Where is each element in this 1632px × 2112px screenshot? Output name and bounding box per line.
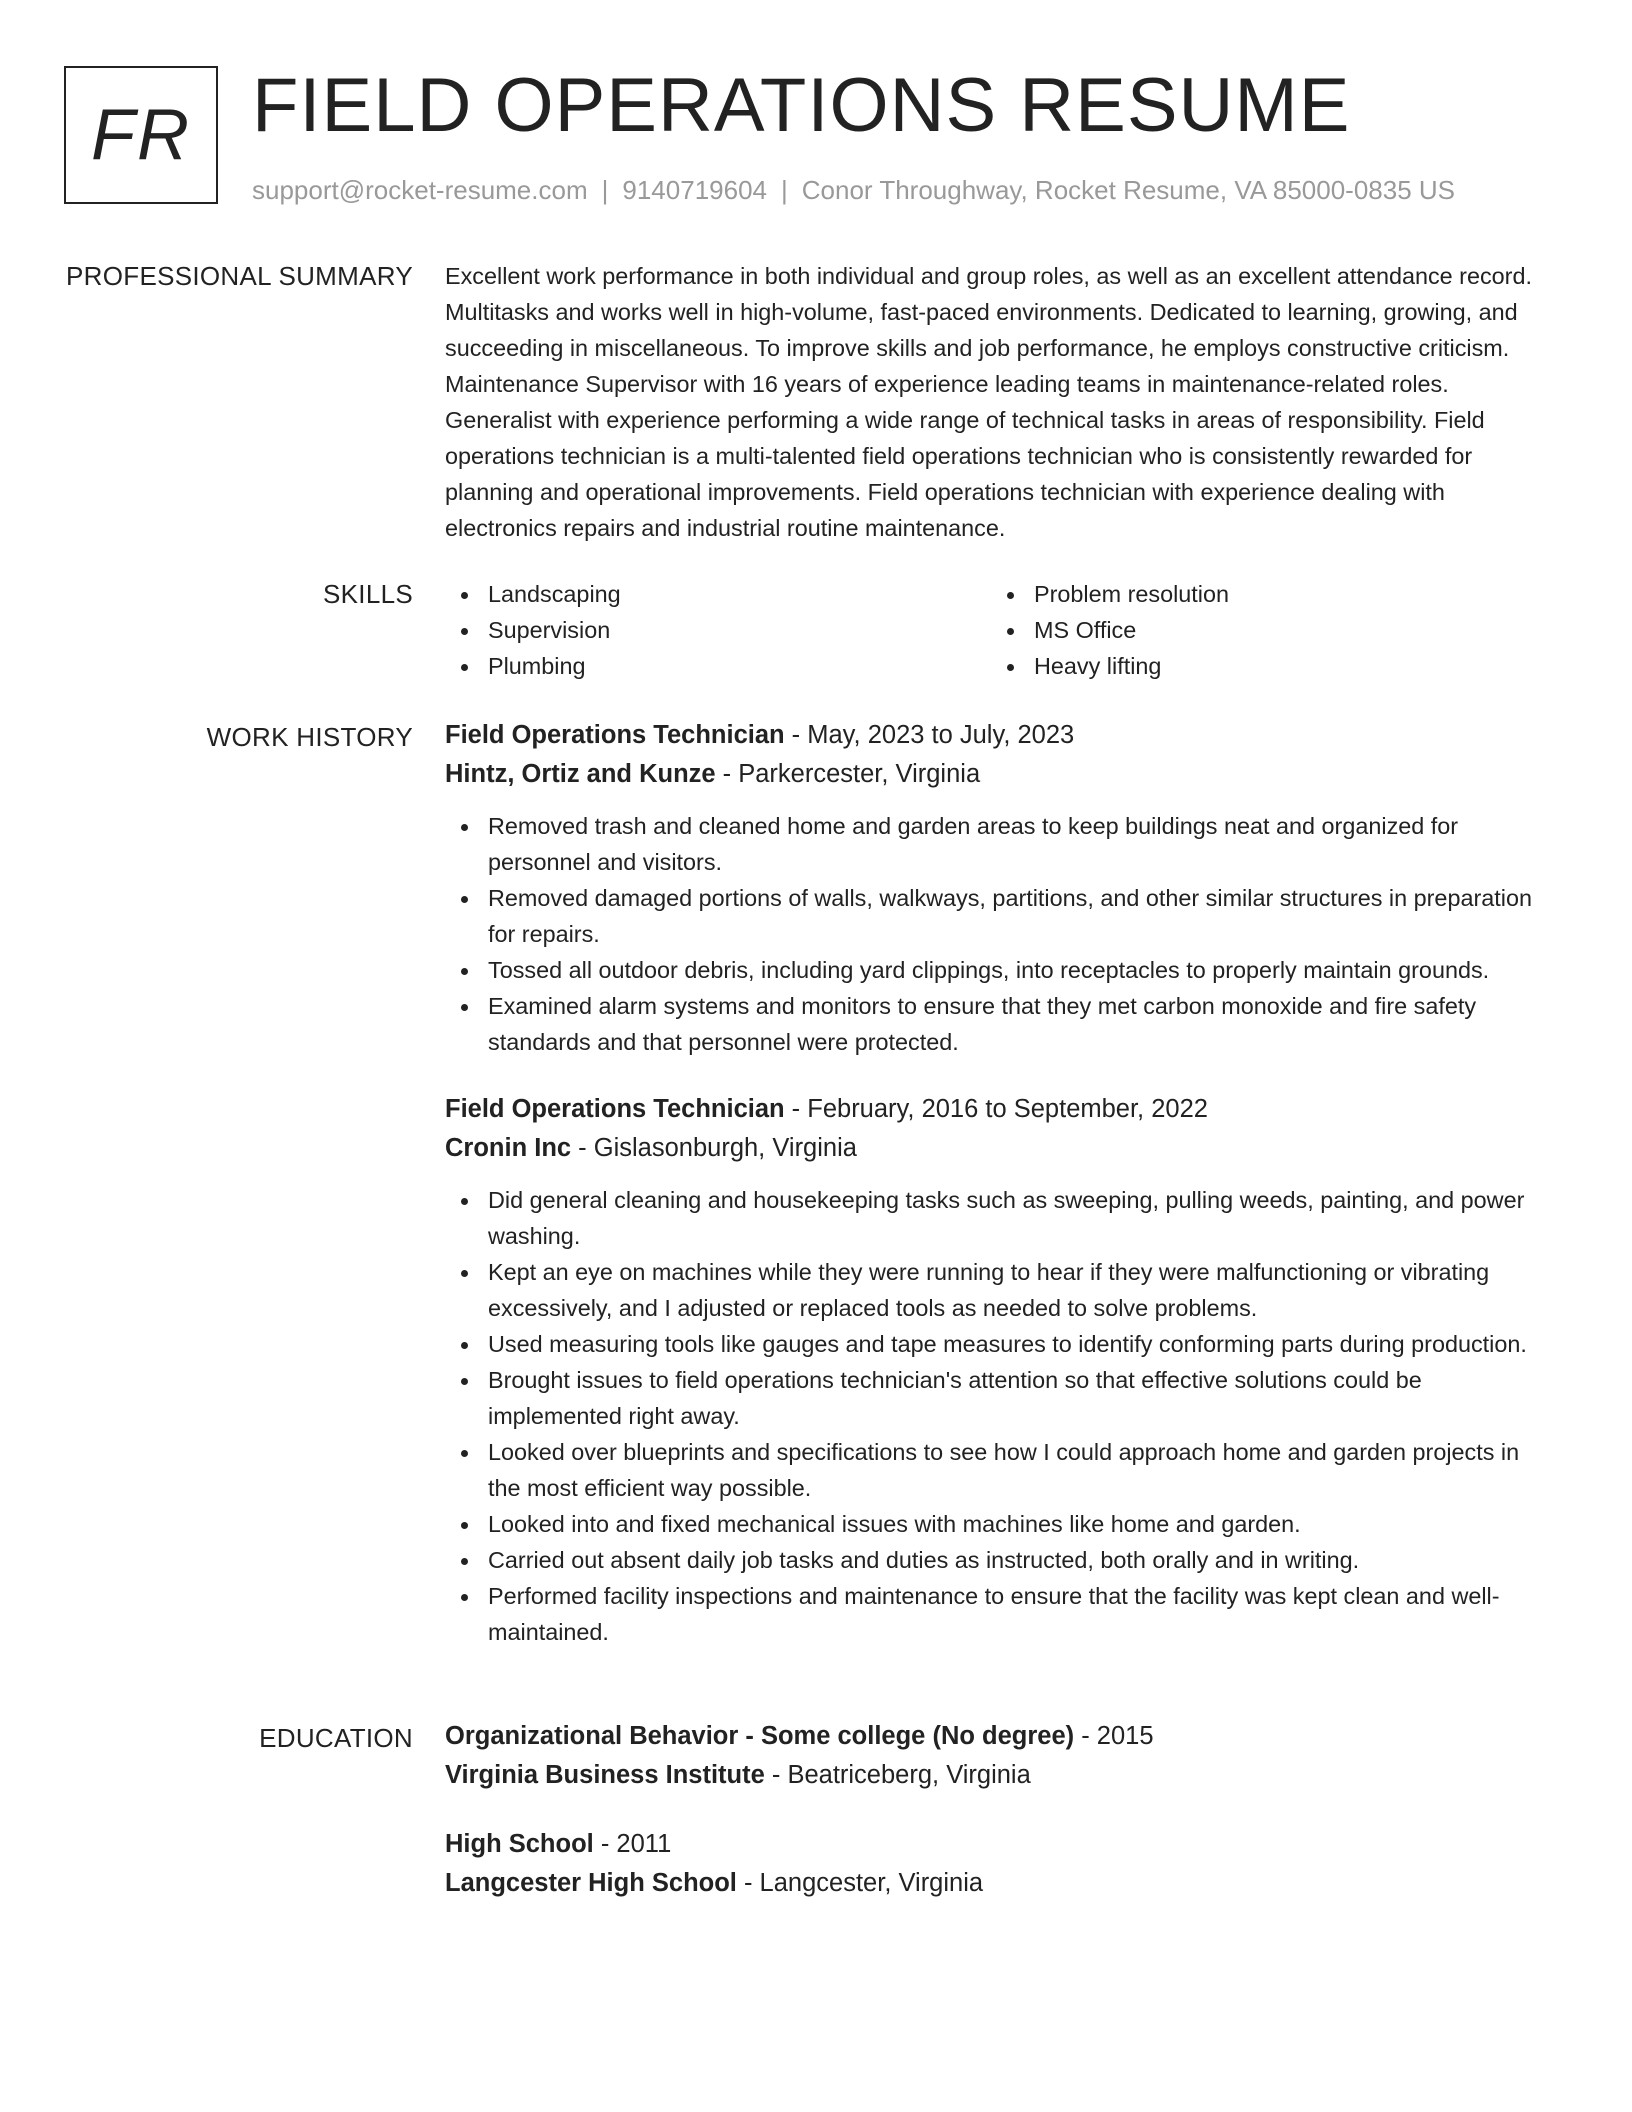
job-duties-list: [445, 1182, 1555, 1650]
job-duty: Looked over blueprints and specifications to see how I could approach home and garden projects in the most efficient way possible.: [445, 1434, 1555, 1506]
job-duty: Removed damaged portions of walls, walkways, partitions, and other similar structures in preparation for repairs.: [445, 880, 1555, 952]
skill-item: Problem resolution: [991, 576, 1537, 612]
contact-separator: |: [601, 175, 609, 205]
school-name: Virginia Business Institute: [445, 1761, 765, 1789]
resume-title: FIELD OPERATIONS RESUME: [252, 63, 1351, 148]
school-line: [445, 1864, 1555, 1903]
contact-separator: |: [781, 175, 788, 205]
employer-name: Cronin Inc: [445, 1134, 572, 1162]
school-name: Langcester High School: [445, 1869, 737, 1897]
graduation-year: - 2011: [593, 1830, 672, 1858]
education-entry: [445, 1825, 1555, 1903]
employer-location: - Parkercester, Virginia: [715, 760, 981, 788]
job-title-line: [445, 716, 1555, 755]
graduation-year: - 2015: [1074, 1722, 1154, 1750]
job-duties-list: [445, 808, 1555, 1060]
contact-email[interactable]: support@rocket-resume.com: [252, 175, 588, 205]
job-duty: Tossed all outdoor debris, including yard clippings, into receptacles to properly maintain grounds.: [445, 952, 1555, 988]
job-duty: Did general cleaning and housekeeping tasks such as sweeping, pulling weeds, painting, and power washing.: [445, 1182, 1555, 1254]
section-heading: PROFESSIONAL SUMMARY: [66, 261, 413, 291]
job-duty: Brought issues to field operations technician's attention so that effective solutions could be implemented right away.: [445, 1362, 1555, 1434]
degree-name: Organizational Behavior - Some college (No degree): [445, 1722, 1075, 1750]
job-dates: - May, 2023 to July, 2023: [784, 721, 1075, 749]
skill-item: MS Office: [991, 612, 1537, 648]
school-line: [445, 1756, 1555, 1795]
employer-line: [445, 1129, 1555, 1168]
employer-line: [445, 755, 1555, 794]
resume-header: [64, 63, 1584, 208]
skill-item: Plumbing: [445, 648, 991, 684]
skill-item: Landscaping: [445, 576, 991, 612]
job-duty: Performed facility inspections and maintenance to ensure that the facility was kept clean and well-maintained.: [445, 1578, 1555, 1650]
contact-address: Conor Throughway, Rocket Resume, VA 85000-0835 US: [801, 175, 1456, 205]
summary-text: Excellent work performance in both individual and group roles, as well as an excellent attendance record. Multitasks and works well in high-volume, fast-paced environments. Dedicated to learning, growing, and succeeding in miscellaneous. To improve skills and job performance, he employs constructive criticism. Maintenance Supervisor with 16 years of experience leading teams in maintenance-related roles. Generalist with experience performing a wide range of technical tasks in areas of responsibility. Field operations technician is a multi-talented field operations technician who is consistently rewarded for planning and operational improvements. Field operations technician with experience dealing with electronics repairs and industrial routine maintenance.: [445, 263, 1532, 541]
skills-list: [445, 576, 1555, 684]
job-duty: Carried out absent daily job tasks and duties as instructed, both orally and in writing.: [445, 1542, 1555, 1578]
job-entry: [445, 716, 1555, 1060]
job-duty: Used measuring tools like gauges and tape measures to identify conforming parts during production.: [445, 1326, 1555, 1362]
degree-line: [445, 1717, 1555, 1756]
employer-name: Hintz, Ortiz and Kunze: [445, 760, 716, 788]
section-heading: SKILLS: [323, 579, 413, 609]
job-duty: Removed trash and cleaned home and garden areas to keep buildings neat and organized for personnel and visitors.: [445, 808, 1555, 880]
job-entry: [445, 1090, 1555, 1650]
section-heading: EDUCATION: [259, 1723, 413, 1753]
monogram-logo: FR: [64, 66, 218, 204]
skill-item: Heavy lifting: [991, 648, 1537, 684]
job-title-line: [445, 1090, 1555, 1129]
education-entry: [445, 1717, 1555, 1795]
degree-line: [445, 1825, 1555, 1864]
school-location: - Langcester, Virginia: [736, 1869, 984, 1897]
school-location: - Beatriceberg, Virginia: [764, 1761, 1031, 1789]
job-duty: Examined alarm systems and monitors to ensure that they met carbon monoxide and fire safety standards and that personnel were protected.: [445, 988, 1555, 1060]
employer-location: - Gislasonburgh, Virginia: [571, 1134, 857, 1162]
job-title: Field Operations Technician: [445, 1095, 785, 1123]
contact-phone[interactable]: 9140719604: [622, 175, 767, 205]
contact-line: [252, 172, 1455, 208]
job-dates: - February, 2016 to September, 2022: [784, 1095, 1208, 1123]
job-duty: Looked into and fixed mechanical issues with machines like home and garden.: [445, 1506, 1555, 1542]
degree-name: High School: [445, 1830, 594, 1858]
job-duty: Kept an eye on machines while they were running to hear if they were malfunctioning or vibrating excessively, and I adjusted or replaced tools as needed to solve problems.: [445, 1254, 1555, 1326]
job-title: Field Operations Technician: [445, 721, 785, 749]
section-heading: WORK HISTORY: [206, 722, 413, 752]
skill-item: Supervision: [445, 612, 991, 648]
